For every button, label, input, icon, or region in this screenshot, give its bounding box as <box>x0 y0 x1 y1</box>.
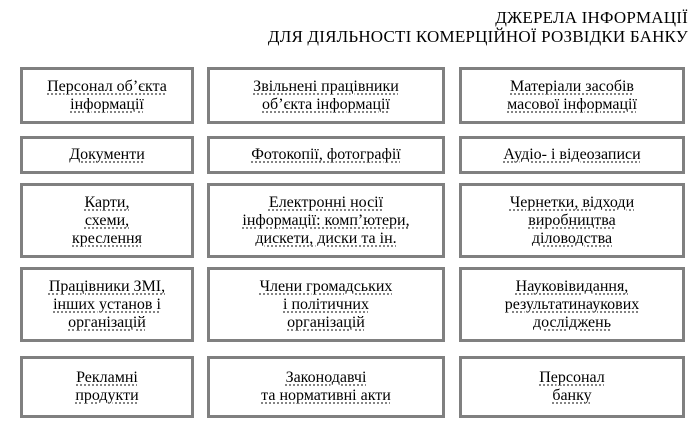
source-label: Рекламні продукти <box>75 369 139 404</box>
source-box-public-organizations <box>207 267 445 342</box>
source-label: Члени громадських і політичних організацій <box>259 277 393 331</box>
source-box-staff <box>20 67 194 124</box>
source-label: Матеріали засобів масової інформації <box>507 77 637 113</box>
source-label: Працівники ЗМІ, інших установ і організацій <box>48 277 166 331</box>
source-box-drafts-waste <box>459 183 685 258</box>
source-label: Чернетки, відходи виробництва діловодства <box>509 193 635 247</box>
source-box-electronic-media <box>207 183 445 258</box>
source-label: Карти, схеми, креслення <box>72 193 142 247</box>
source-box-mass-media <box>459 67 685 124</box>
source-label: Аудіо- і відеозаписи <box>503 146 641 163</box>
title-line-2: ДЛЯ ДІЯЛЬНОСТІ КОМЕРЦІЙНОЇ РОЗВІДКИ БАНКУ <box>267 27 688 46</box>
source-box-bank-staff <box>459 356 685 418</box>
source-box-legislation <box>207 356 445 418</box>
source-box-audio-video <box>459 136 685 174</box>
source-box-scientific-publications <box>459 267 685 342</box>
source-label: Звільнені працівники об’єкта інформації <box>253 77 399 113</box>
source-label: Науковівидання, результатинаукових досліджень <box>504 277 640 331</box>
title-line-1: ДЖЕРЕЛА ІНФОРМАЦІЇ <box>495 8 688 27</box>
source-box-former-employees <box>207 67 445 124</box>
source-box-maps <box>20 183 194 258</box>
source-label: Документи <box>69 146 145 163</box>
source-box-photocopies <box>207 136 445 174</box>
source-box-media-workers <box>20 267 194 342</box>
source-label: Персонал об’єкта інформації <box>47 77 167 113</box>
source-label: Електронні носії інформації: комп’ютери, дискети, диски та ін. <box>242 193 410 247</box>
source-box-advertising <box>20 356 194 418</box>
source-label: Законодавчі та нормативні акти <box>261 369 391 404</box>
source-label: Персонал банку <box>539 369 605 404</box>
source-label: Фотокопії, фотографії <box>251 146 401 163</box>
source-box-documents <box>20 136 194 174</box>
